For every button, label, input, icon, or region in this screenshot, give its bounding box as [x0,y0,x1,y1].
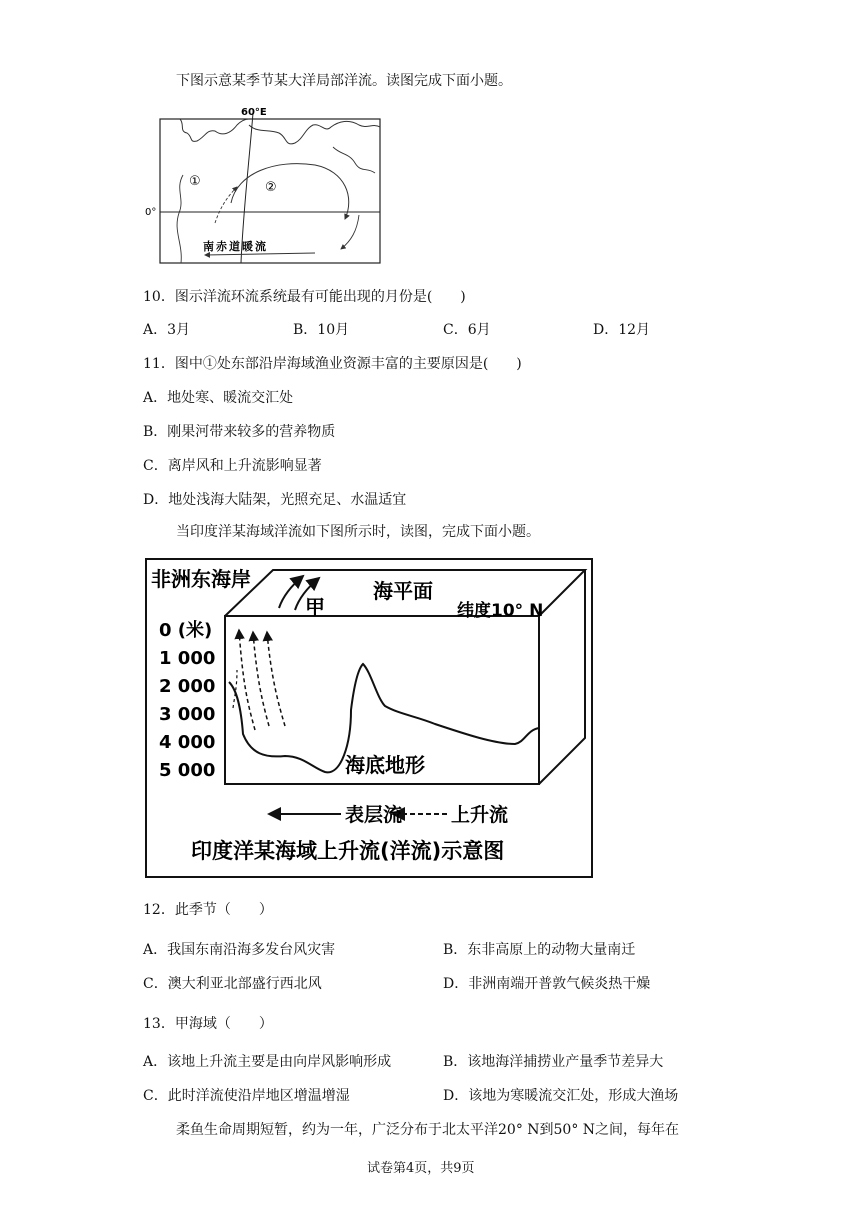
q13-option-a[interactable]: A．该地上升流主要是由向岸风影响形成 [143,1054,392,1070]
figure-caption: 印度洋某海域上升流(洋流)示意图 [191,839,505,863]
intro-text-1: 下图示意某季节某大洋局部洋流。读图完成下面小题。 [176,73,512,89]
current-label: 南赤道暖流 [203,240,268,253]
jia-label: 甲 [305,595,325,619]
legend-upwelling-label: 上升流 [451,804,509,826]
q13-option-d[interactable]: D．该地为寒暖流交汇处，形成大渔场 [443,1088,679,1104]
seabed-label: 海底地形 [345,753,425,777]
outro-text: 柔鱼生命周期短暂，约为一年，广泛分布于北太平洋20° N到50° N之间，每年在 [176,1122,680,1138]
q12-option-d[interactable]: D．非洲南端开普敦气候炎热干燥 [443,976,651,992]
latitude-label: 纬度10° N [457,601,544,621]
question-11-stem: 11．图中①处东部沿岸海域渔业资源丰富的主要原因是( ) [143,356,522,372]
depth-5000: 5 000 [159,760,216,781]
q10-option-a[interactable]: A．3月 [143,322,191,338]
depth-3000: 3 000 [159,704,216,725]
question-10-stem: 10．图示洋流环流系统最有可能出现的月份是( ) [143,289,466,305]
ocean-current-map [145,103,385,265]
depth-4000: 4 000 [159,732,216,753]
q10-option-b[interactable]: B．10月 [293,322,350,338]
q11-option-c[interactable]: C．离岸风和上升流影响显著 [143,458,322,474]
lon-label: 60°E [241,107,267,118]
coast-label: 非洲东海岸 [151,567,251,591]
depth-2000: 2 000 [159,676,216,697]
q11-option-b[interactable]: B．刚果河带来较多的营养物质 [143,424,336,440]
page-footer: 试卷第4页，共9页 [367,1161,475,1176]
q10-option-c[interactable]: C．6月 [443,322,491,338]
q12-option-b[interactable]: B．东非高原上的动物大量南迁 [443,942,636,958]
q13-option-b[interactable]: B．该地海洋捕捞业产量季节差异大 [443,1054,664,1070]
depth-unit-label: 0 (米) [159,620,213,641]
legend-surface-label: 表层流 [345,804,403,826]
depth-1000: 1 000 [159,648,216,669]
q12-option-a[interactable]: A．我国东南沿海多发台风灾害 [143,942,336,958]
q12-option-c[interactable]: C．澳大利亚北部盛行西北风 [143,976,322,992]
marker-2: ② [265,180,277,195]
marker-1: ① [189,174,201,189]
upwelling-diagram [145,558,593,878]
q10-option-d[interactable]: D．12月 [593,322,651,338]
q11-option-d[interactable]: D．地处浅海大陆架，光照充足、水温适宜 [143,492,407,508]
lat-label: 0° [145,207,157,218]
q13-option-c[interactable]: C．此时洋流使沿岸地区增温增湿 [143,1088,350,1104]
intro-text-2: 当印度洋某海域洋流如下图所示时，读图，完成下面小题。 [176,524,540,540]
question-12-stem: 12．此季节（ ） [143,902,273,918]
sea-level-label: 海平面 [373,579,433,603]
q11-option-a[interactable]: A．地处寒、暖流交汇处 [143,390,294,406]
question-13-stem: 13．甲海域（ ） [143,1016,273,1032]
